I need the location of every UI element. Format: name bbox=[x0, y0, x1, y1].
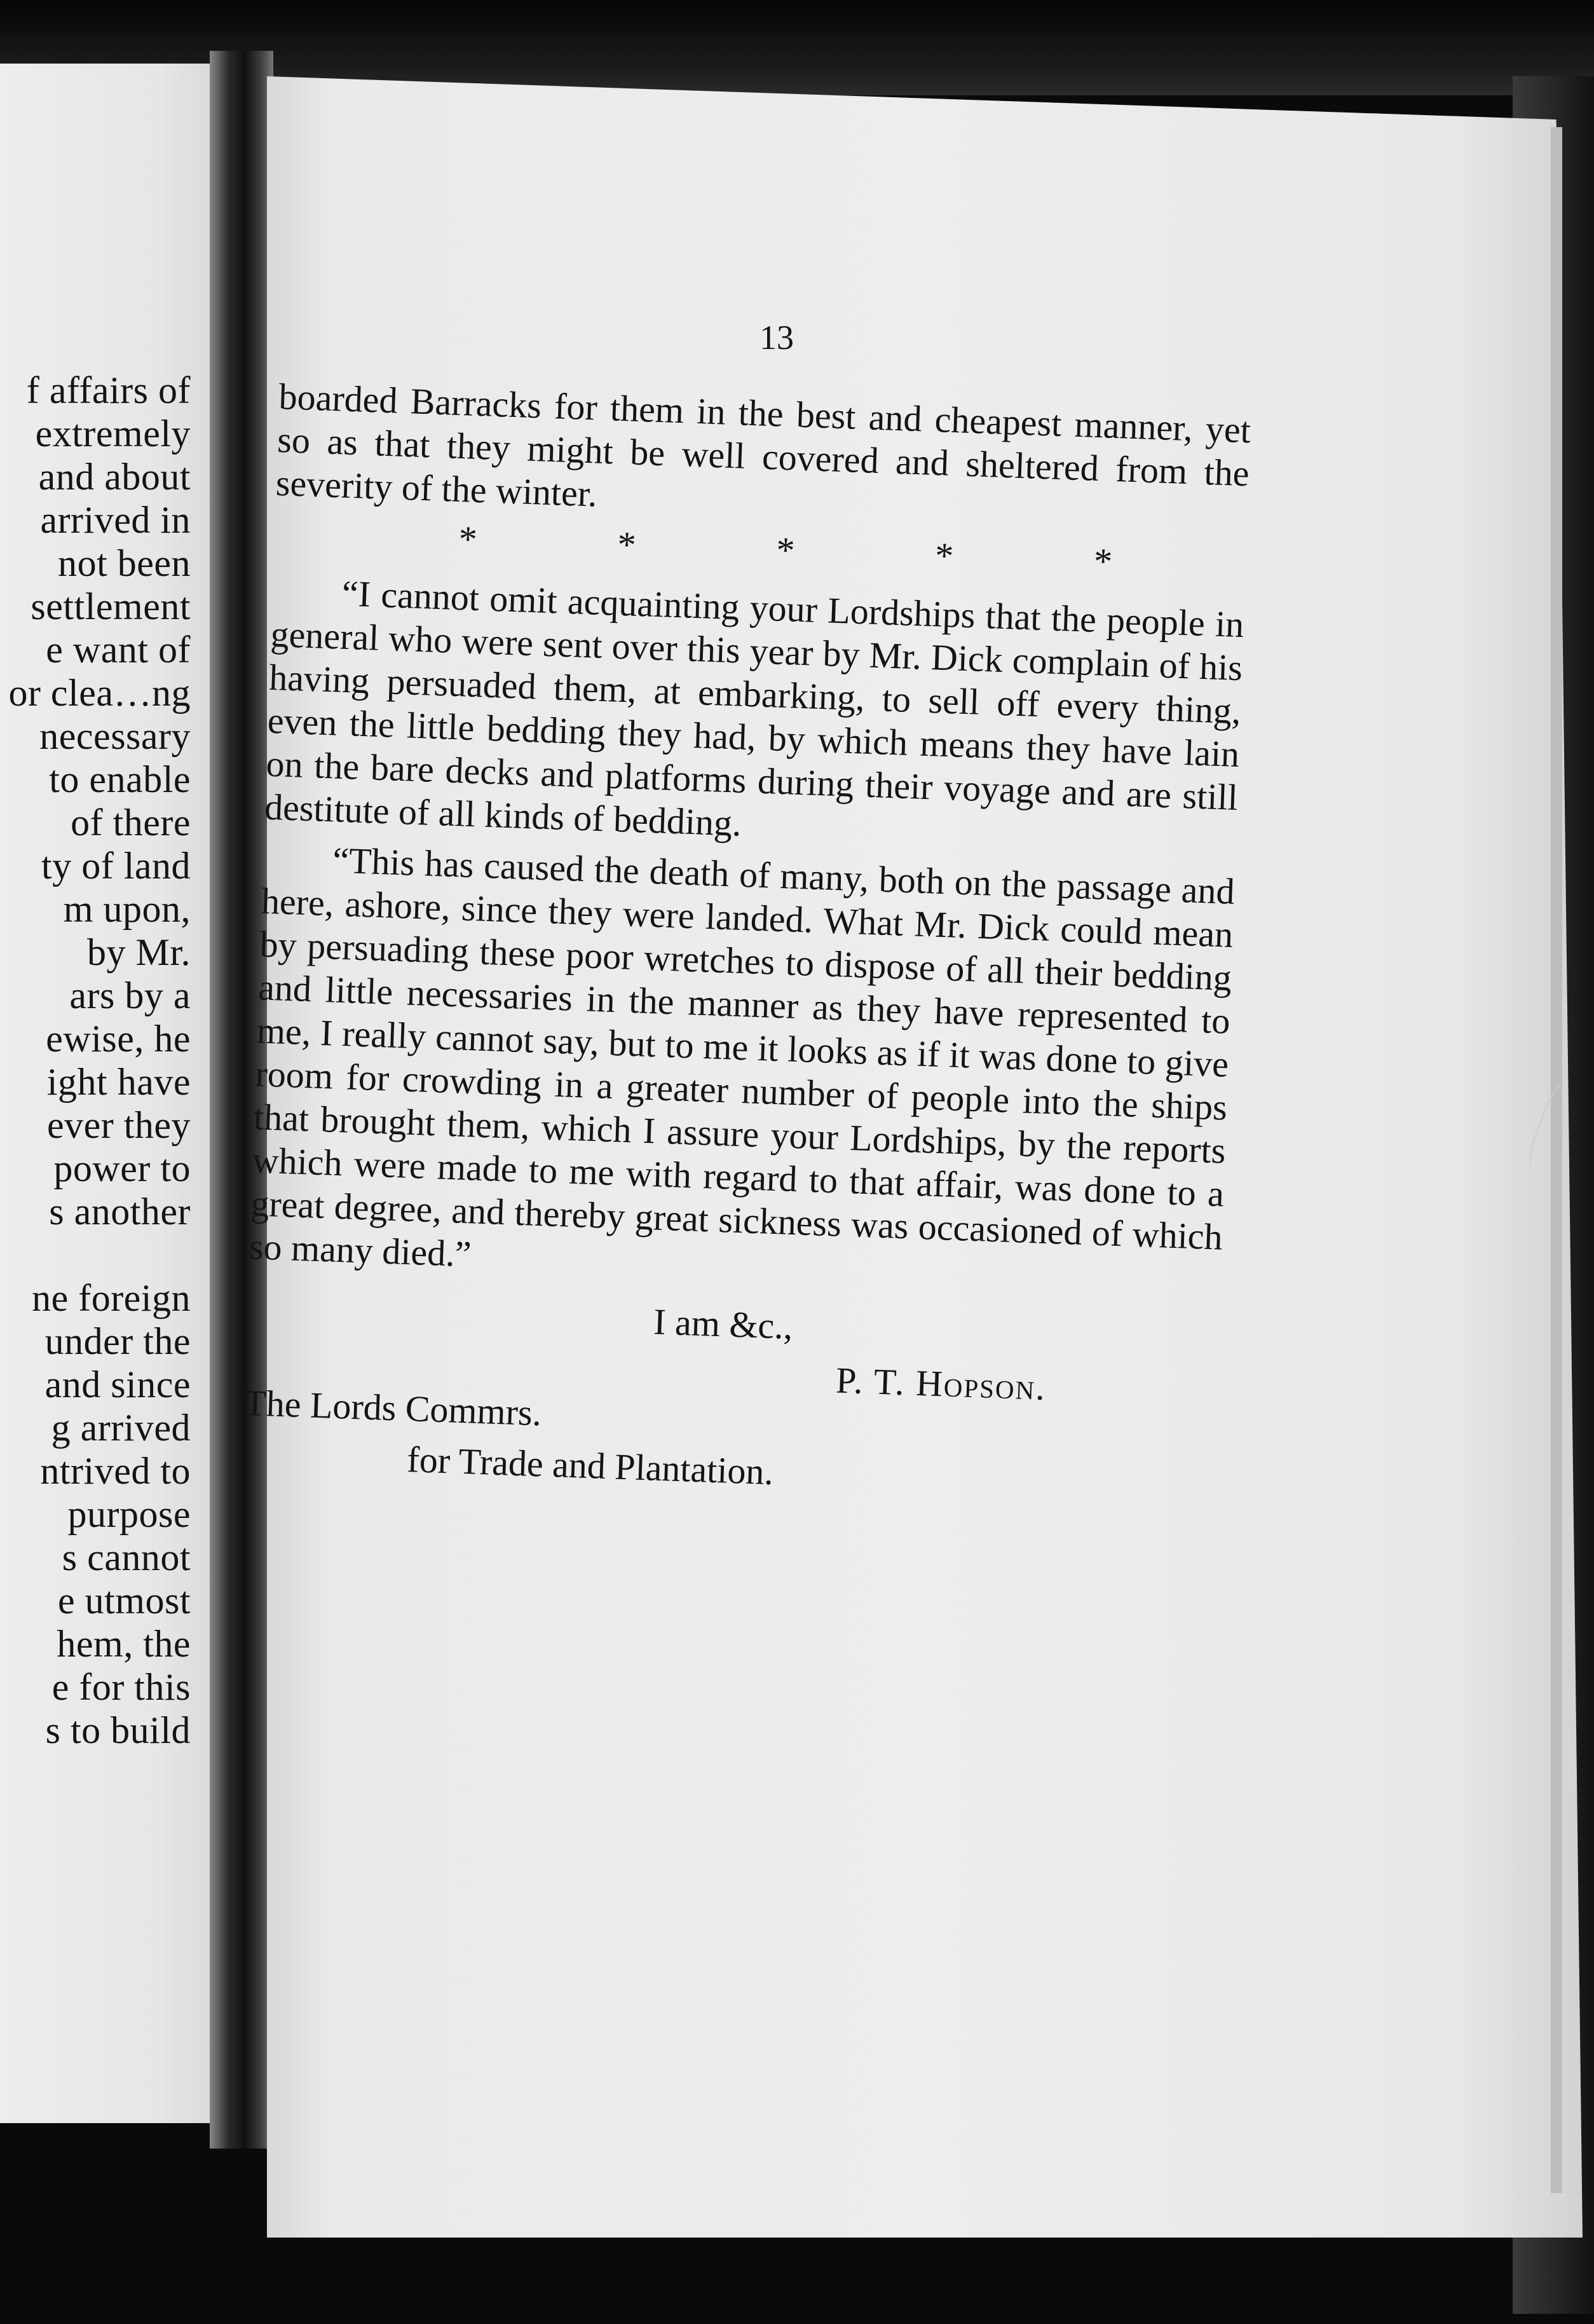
left-line: settlement bbox=[31, 585, 191, 627]
opening-paragraph: boarded Barracks for them in the best and cheapest manner, yet so as that they might be well covered and sheltered from the severity of the winter. bbox=[275, 375, 1252, 515]
letter-paragraph-2: “This has caused the death of many, both on the passage and here, ashore, since they were landed. What Mr. Dick could mean by persuading these poor wretches to dispose of all their bedding and little necessaries in the manner as they have represented to me, I really cannot say, but to me it looks as if it was done to give room for crowding in a greater number of people into the ships that brought them, which I assure your Lordships, by the reports which were made to me with regard to that affair, was done to a great degree, and thereby great sickness was occasioned of which so many died.” bbox=[249, 839, 1236, 1275]
letter-paragraph-1: “I cannot omit acquainting your Lordships that the people in general who were sent over this year by Mr. Dick complain of his having persuaded them, at embarking, to sell off every thing, even the little bedding they had, by which means they have lain on the bare decks and platforms during their voyage and are still destitute of all kinds of bedding. bbox=[264, 572, 1245, 844]
left-line: or clea…ng bbox=[8, 672, 191, 714]
left-line: ty of land bbox=[41, 845, 191, 887]
left-line: ntrived to bbox=[40, 1450, 191, 1492]
left-line: extremely bbox=[35, 413, 191, 455]
asterisk: * bbox=[775, 529, 796, 571]
left-line: and about bbox=[38, 456, 191, 498]
left-line: power to bbox=[53, 1147, 191, 1189]
left-line: ars by a bbox=[69, 974, 191, 1016]
left-line: purpose bbox=[67, 1493, 191, 1535]
left-line: necessary bbox=[39, 715, 191, 757]
left-line: s to build bbox=[45, 1709, 191, 1751]
left-line: e want of bbox=[46, 629, 191, 671]
left-line: s cannot bbox=[62, 1536, 191, 1578]
left-line-blank bbox=[8, 1233, 191, 1276]
page-number: 13 bbox=[760, 318, 794, 357]
letter-closing: I am &c., bbox=[653, 1301, 794, 1348]
left-line: s another bbox=[49, 1191, 191, 1233]
left-line: m upon, bbox=[63, 888, 191, 930]
left-line: e utmost bbox=[58, 1580, 191, 1622]
left-line: arrived in bbox=[40, 499, 191, 541]
left-line: ight have bbox=[46, 1061, 191, 1103]
addressee-line-2: for Trade and Plantation. bbox=[406, 1439, 775, 1493]
left-line: g arrived bbox=[51, 1407, 191, 1449]
left-page-text bbox=[8, 369, 191, 1752]
left-line: not been bbox=[58, 542, 191, 584]
page-content bbox=[242, 375, 1252, 1509]
left-line: to enable bbox=[49, 758, 191, 800]
left-line: ewise, he bbox=[46, 1018, 191, 1060]
left-line: under the bbox=[44, 1320, 191, 1362]
left-line: hem, the bbox=[57, 1623, 191, 1665]
asterisk: * bbox=[1093, 540, 1114, 582]
left-page bbox=[0, 64, 229, 2123]
signature: P. T. Hopson. bbox=[835, 1359, 1047, 1409]
left-line: by Mr. bbox=[86, 931, 191, 973]
left-line: f affairs of bbox=[26, 369, 191, 411]
left-line: e for this bbox=[51, 1666, 191, 1708]
left-line: ne foreign bbox=[32, 1277, 191, 1319]
asterisk: * bbox=[458, 518, 478, 560]
addressee-line-1: The Lords Commrs. bbox=[243, 1382, 543, 1434]
left-line: of there bbox=[71, 802, 191, 844]
asterisk: * bbox=[616, 523, 637, 566]
left-line: ever they bbox=[46, 1104, 191, 1146]
left-line: and since bbox=[44, 1364, 191, 1405]
asterisk: * bbox=[934, 535, 955, 577]
